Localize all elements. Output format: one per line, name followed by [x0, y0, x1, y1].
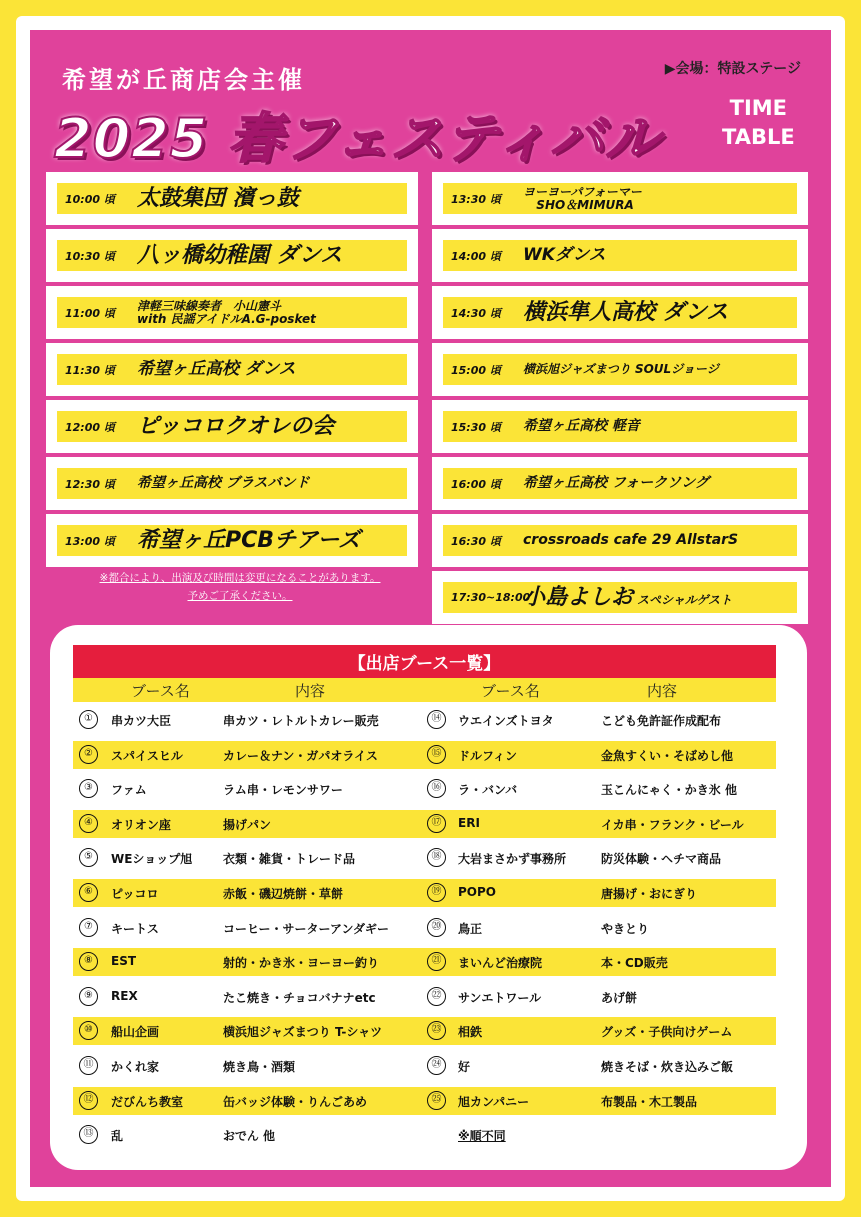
booth-row [73, 810, 776, 838]
booth-number: ④ [79, 814, 98, 833]
booth-name: オリオン座 [111, 817, 171, 832]
timetable-slot [46, 343, 418, 396]
slot-act-sub: スペシャルゲスト [637, 592, 733, 607]
timetable-slot [46, 400, 418, 453]
booth-row [73, 1121, 776, 1149]
booth-name: 乱 [111, 1129, 124, 1144]
slot-time: 16:00 頃 [451, 477, 501, 491]
booth-content: 本・CD販売 [601, 956, 668, 971]
booth-row [73, 879, 776, 907]
slot-time: 11:30 頃 [65, 363, 115, 377]
timetable-slot [46, 457, 418, 510]
booth-row [73, 983, 776, 1011]
slot-act: ピッコロクオレの会 [137, 413, 335, 439]
booth-number: ⑭ [427, 710, 446, 729]
slot-time: 14:00 頃 [451, 249, 501, 263]
booth-name: ERI [458, 815, 480, 830]
slot-time: 15:30 頃 [451, 420, 501, 434]
booth-content: 玉こんにゃく・かき氷 他 [601, 783, 737, 798]
schedule-note [70, 570, 410, 606]
booth-name: 大岩まさかず事務所 [458, 852, 567, 867]
booth-name: サンエトワール [458, 990, 542, 1005]
venue-label: ▶会場：特設ステージ [664, 61, 801, 77]
booth-name: まいんど治療院 [458, 956, 543, 971]
slot-time: 10:30 頃 [65, 249, 115, 263]
booth-number: ⑱ [427, 848, 446, 867]
booth-number: ⑬ [79, 1125, 98, 1144]
booth-number: ⑰ [427, 814, 446, 833]
booth-name: 鳥正 [458, 921, 483, 936]
booth-name: キートス [111, 921, 159, 936]
booth-content: 焼き鳥・酒類 [223, 1060, 296, 1074]
booth-list-title: 【出店ブース一覧】 [73, 645, 776, 678]
slot-act-line1: ヨーヨーパフォーマー [523, 184, 642, 199]
slot-act [137, 300, 324, 325]
booth-number: ⑪ [79, 1056, 98, 1075]
booth-name: WEショップ旭 [111, 852, 193, 867]
organizer-label: 希望が丘商店会主催 [62, 66, 305, 94]
slot-act: 八ッ橋幼稚園 ダンス [137, 242, 343, 268]
booth-name: EST [111, 954, 137, 969]
booth-name: ドルフィン [458, 748, 518, 763]
booth-number: ⑧ [79, 952, 98, 971]
booth-name: 旭カンパニー [458, 1094, 530, 1109]
booth-content: 串カツ・レトルトカレー販売 [223, 714, 379, 728]
slot-act: 希望ヶ丘高校 フォークソング [523, 475, 709, 492]
booth-row [73, 914, 776, 942]
timetable-slot [432, 343, 808, 396]
slot-time: 13:30 頃 [451, 192, 501, 206]
slot-act: 横浜旭ジャズまつり SOULジョージ [523, 362, 719, 377]
timetable-label [722, 94, 795, 153]
booth-list-header [73, 678, 776, 702]
booth-number: ⑲ [427, 883, 446, 902]
timetable-slot [432, 400, 808, 453]
booth-content: 衣類・雑貨・トレード品 [223, 852, 356, 867]
booth-content: カレー＆ナン・ガパオライス [223, 748, 378, 763]
timetable-slot [46, 172, 418, 225]
booth-content: 布製品・木工製品 [601, 1094, 698, 1109]
slot-time: 12:30 頃 [65, 477, 115, 491]
booth-name: かくれ家 [111, 1060, 160, 1074]
booth-number: ① [79, 710, 98, 729]
booth-number: ㉑ [427, 952, 446, 971]
booth-content: 唐揚げ・おにぎり [601, 887, 698, 901]
header-booth-name-2: ブース名 [481, 682, 540, 700]
booth-name: 船山企画 [111, 1025, 160, 1040]
booth-name: ピッコロ [111, 887, 159, 901]
booth-content: 横浜旭ジャズまつり T-シャツ [223, 1025, 383, 1040]
booth-name: 串カツ大臣 [111, 714, 172, 728]
schedule-note-line1: ※都合により、出演及び時間は変更になることがあります。 [99, 572, 381, 584]
timetable-left-column [46, 172, 418, 571]
booth-number: ⑳ [427, 918, 446, 937]
timetable-slot [432, 172, 808, 225]
header-content-2: 内容 [647, 682, 678, 700]
slot-time: 13:00 頃 [65, 534, 115, 548]
slot-act-line1: 津軽三味線奏者 小山憲斗 [137, 298, 282, 313]
booth-number: ⑩ [79, 1021, 98, 1040]
timetable-slot [432, 571, 808, 624]
booth-number: ㉔ [427, 1056, 446, 1075]
booth-number: ⑦ [79, 918, 98, 937]
booth-content: 揚げパン [223, 817, 272, 832]
booth-content: 防災体験・ヘチマ商品 [601, 852, 722, 867]
booth-name: だびんち教室 [111, 1094, 184, 1109]
slot-time: 14:30 頃 [451, 306, 501, 320]
timetable-slot [432, 457, 808, 510]
timetable-slot [46, 229, 418, 282]
booth-content: 金魚すくい・そばめし他 [601, 748, 734, 763]
booth-name: 好 [458, 1060, 471, 1074]
slot-time: 17:30~18:00 [451, 591, 531, 604]
booth-row [73, 741, 776, 769]
booth-row [73, 844, 776, 872]
booth-number: ㉒ [427, 987, 446, 1006]
timetable-label-line2: TABLE [722, 125, 795, 150]
booth-name: POPO [458, 885, 496, 899]
timetable-slot [46, 514, 418, 567]
slot-time: 11:00 頃 [65, 306, 115, 320]
booth-row [73, 1017, 776, 1045]
booth-name: REX [111, 988, 138, 1003]
booth-row [73, 948, 776, 976]
slot-time: 10:00 頃 [65, 192, 115, 206]
header-booth-name-1: ブース名 [131, 682, 190, 700]
booth-content: 射的・かき氷・ヨーヨー釣り [223, 956, 380, 971]
slot-act: WKダンス [523, 244, 606, 265]
booth-name: ウエインズトヨタ [458, 714, 554, 728]
booth-content: コーヒー・サーターアンダギー [223, 921, 389, 936]
slot-time: 16:30 頃 [451, 534, 501, 548]
booth-number: ⑯ [427, 779, 446, 798]
page-title: 2025 春フェスティバル [54, 107, 660, 170]
booth-number: ⑮ [427, 745, 446, 764]
booth-name: ファム [111, 783, 147, 798]
booth-content: イカ串・フランク・ビール [601, 817, 744, 832]
booth-content: たこ焼き・チョコバナナetc [223, 990, 376, 1005]
slot-act: 希望ヶ丘高校 軽音 [523, 418, 640, 435]
timetable-label-line1: TIME [729, 96, 788, 120]
booth-content: あげ餅 [601, 990, 638, 1005]
booth-number: ③ [79, 779, 98, 798]
slot-act-main: 小島よしお [523, 584, 634, 610]
booth-number: ② [79, 745, 98, 764]
booth-row [73, 1052, 776, 1080]
slot-act-line2: SHO＆MIMURA [536, 197, 634, 212]
booth-content: 焼きそば・炊き込みご飯 [601, 1060, 734, 1074]
booth-content: おでん 他 [223, 1129, 276, 1144]
booth-number: ⑨ [79, 987, 98, 1006]
booth-content: 缶バッジ体験・りんごあめ [223, 1094, 368, 1109]
timetable-right-column [432, 172, 808, 628]
booth-row [73, 775, 776, 803]
timetable-slot [46, 286, 418, 339]
slot-time: 12:00 頃 [65, 420, 115, 434]
booth-name: 相鉄 [458, 1025, 483, 1040]
slot-act: 希望ヶ丘高校 ダンス [137, 358, 296, 379]
slot-act [523, 186, 642, 211]
booth-number: ㉕ [427, 1091, 446, 1110]
slot-act-line2: with 民謡アイドルA.G-posket [137, 311, 316, 326]
slot-act: 横浜隼人高校 ダンス [523, 299, 729, 325]
booth-content: ラム串・レモンサワー [223, 783, 343, 798]
slot-act: 太鼓集団 濱っ鼓 [137, 185, 299, 211]
booth-number: ⑥ [79, 883, 98, 902]
slot-time: 15:00 頃 [451, 363, 501, 377]
slot-act: 希望ヶ丘高校 ブラスバンド [137, 475, 310, 492]
booth-content: グッズ・子供向けゲーム [601, 1025, 733, 1040]
schedule-note-line2: 予めご了承ください。 [187, 589, 293, 602]
booth-name: スパイスヒル [111, 748, 183, 763]
slot-act: crossroads cafe 29 AllstarS [523, 532, 739, 549]
booth-content: 赤飯・磯辺焼餅・草餅 [223, 887, 344, 901]
slot-act [523, 586, 732, 609]
booth-row [73, 1087, 776, 1115]
timetable-slot [432, 514, 808, 567]
header-content-1: 内容 [295, 682, 326, 700]
booth-number: ⑤ [79, 848, 98, 867]
booth-content: やきとり [601, 921, 650, 936]
timetable-slot [432, 229, 808, 282]
booth-row [73, 706, 776, 734]
booth-name: ※順不同 [458, 1129, 506, 1144]
timetable-slot [432, 286, 808, 339]
booth-number: ⑫ [79, 1091, 98, 1110]
slot-act: 希望ヶ丘PCBチアーズ [137, 527, 361, 553]
booth-content: こども免許証作成配布 [601, 714, 722, 728]
booth-number: ㉓ [427, 1021, 446, 1040]
booth-name: ラ・バンバ [458, 783, 518, 798]
